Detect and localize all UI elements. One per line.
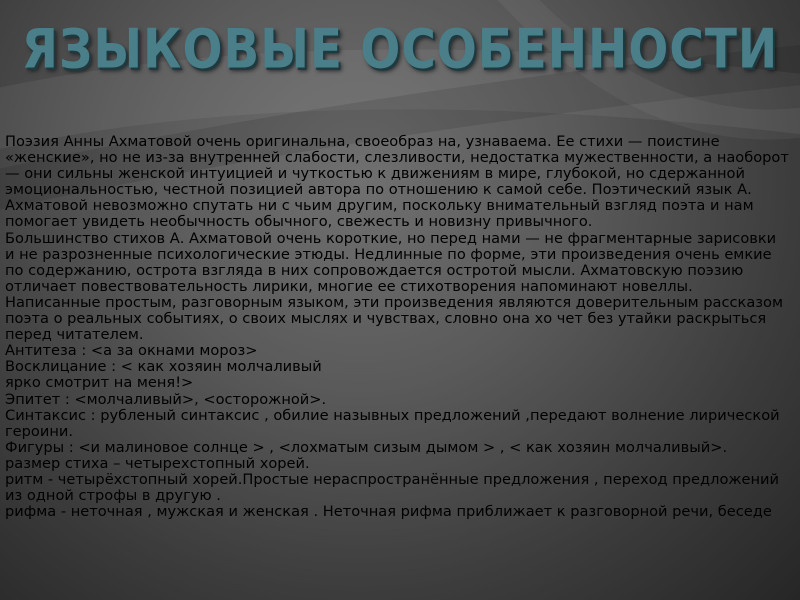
exclamation-line-continued: ярко смотрит на меня!> bbox=[5, 374, 194, 392]
paragraph-intro: Поэзия Анны Ахматовой очень оригинальна, своеобраз на, узнаваема. Ее стихи — поистине «женские», но не из-за внутренней слабости, слезливости, недостатка мужественности, а наоборот — они сильны женской интуицией и чуткостью к движениям в мире, глубокой, но сдержанной эмоциональностью, честной позицией автора по отношению к самой себе. Поэтический язык А. Ахматовой невозможно спутать ни с чьим другим, поскольку внимательный взгляд поэта и нам помогает увидеть необычность обычного, свежесть и новизну привычного. bbox=[5, 134, 789, 231]
slide-body bbox=[5, 134, 790, 600]
exclamation-line: Восклицание : < как хозяин молчаливый bbox=[5, 358, 322, 376]
epithet-line: Эпитет : <молчаливый>, <осторожной>. bbox=[5, 390, 327, 408]
meter-line: размер стиха – четырехстопный хорей. bbox=[5, 454, 310, 472]
antithesis-line: Антитеза : <а за окнами мороз> bbox=[5, 342, 258, 360]
figures-line: Фигуры : <и малиновое солнце > , <лохматым сизым дымом > , < как хозяин молчаливый>. bbox=[5, 438, 728, 456]
rhyme-line: рифма - неточная , мужская и женская . Неточная рифма приближает к разговорной речи, беседе bbox=[5, 503, 772, 521]
rhythm-line: ритм - четырёхстопный хорей.Простые нераспространённые предложения , переход предложений из одной строфы в другую . bbox=[5, 470, 780, 505]
paragraph-style: Большинство стихов А. Ахматовой очень короткие, но перед нами — не фрагментарные зарисовки и не разрозненные психологические этюды. Недлинные по форме, эти произведения очень емкие по содержанию, острота взгляда в них сопровождается остротой мысли. Ахматовскую поэзию отличает повествовательность лирики, многие ее стихотворения напоминают новеллы. Написанные простым, разговорным языком, эти произведения являются доверительным рассказом поэта о реальных событиях, о своих мыслях и чувствах, словно она хо чет без утайки раскрыться перед читателем. bbox=[5, 229, 783, 344]
syntax-line: Синтаксис : рубленый синтаксис , обилие назывных предложений ,передают волнение лирической героини. bbox=[5, 406, 780, 440]
slide-title: ЯЗЫКОВЫЕ ОСОБЕННОСТИ bbox=[21, 18, 779, 82]
